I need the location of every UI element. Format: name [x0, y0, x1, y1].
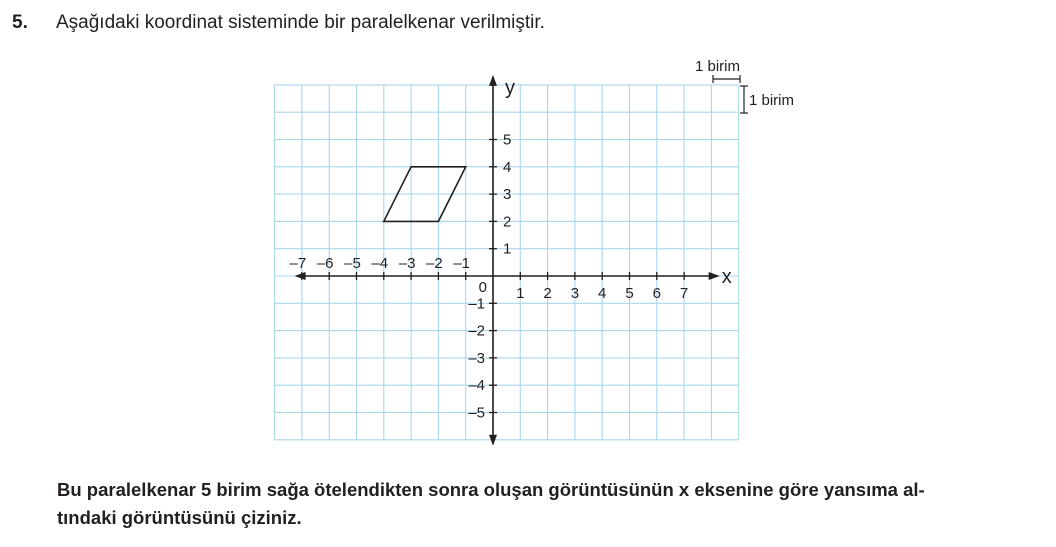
- y-tick-label: 1: [503, 240, 512, 258]
- x-tick-label: –6: [316, 255, 334, 272]
- y-tick-label: –3: [468, 349, 485, 367]
- x-tick-label: –5: [344, 255, 361, 272]
- x-tick-label: 4: [598, 285, 607, 302]
- y-tick-label: 5: [503, 131, 512, 149]
- unit-scale-legend: [695, 58, 794, 113]
- x-axis-label: x: [721, 266, 732, 288]
- x-tick-label: –2: [426, 255, 443, 272]
- x-tick-label: 6: [652, 285, 661, 302]
- x-tick-label: 3: [570, 285, 580, 302]
- y-axis-arrow-up: [489, 75, 497, 86]
- question-text: Aşağıdaki koordinat sisteminde bir paralelkenar verilmiştir.: [56, 12, 545, 33]
- task-instruction: [57, 476, 1047, 532]
- x-tick-label: –7: [289, 255, 307, 272]
- x-tick-label: –3: [398, 255, 416, 272]
- x-tick-label: 7: [679, 285, 689, 302]
- y-tick-label: –4: [468, 377, 485, 395]
- x-tick-label: 2: [543, 285, 552, 302]
- origin-label: 0: [478, 279, 487, 296]
- vertical-unit-label: 1 birim: [749, 92, 795, 109]
- x-tick-label: 5: [625, 285, 634, 302]
- horizontal-unit-label: 1 birim: [695, 58, 741, 75]
- x-axis-arrow-left: [295, 272, 306, 280]
- task-line-1: Bu paralelkenar 5 birim sağa ötelendikten sonra oluşan görüntüsünün x eksenine göre yansıma al-: [57, 479, 925, 500]
- y-tick-label: –1: [468, 295, 485, 313]
- y-tick-label: –5: [468, 404, 485, 422]
- question-number: 5.: [12, 12, 28, 33]
- x-tick-label: –4: [371, 255, 389, 272]
- y-tick-label: 3: [503, 186, 512, 204]
- x-tick-label: 1: [516, 285, 525, 302]
- task-line-2: tındaki görüntüsünü çiziniz.: [57, 507, 302, 528]
- y-axis-label: y: [505, 76, 515, 99]
- x-axis-arrow-right: [709, 272, 720, 280]
- x-tick-label: –1: [453, 255, 471, 272]
- y-tick-label: 4: [503, 158, 512, 176]
- y-tick-label: 2: [503, 213, 512, 231]
- y-tick-label: –2: [468, 322, 485, 340]
